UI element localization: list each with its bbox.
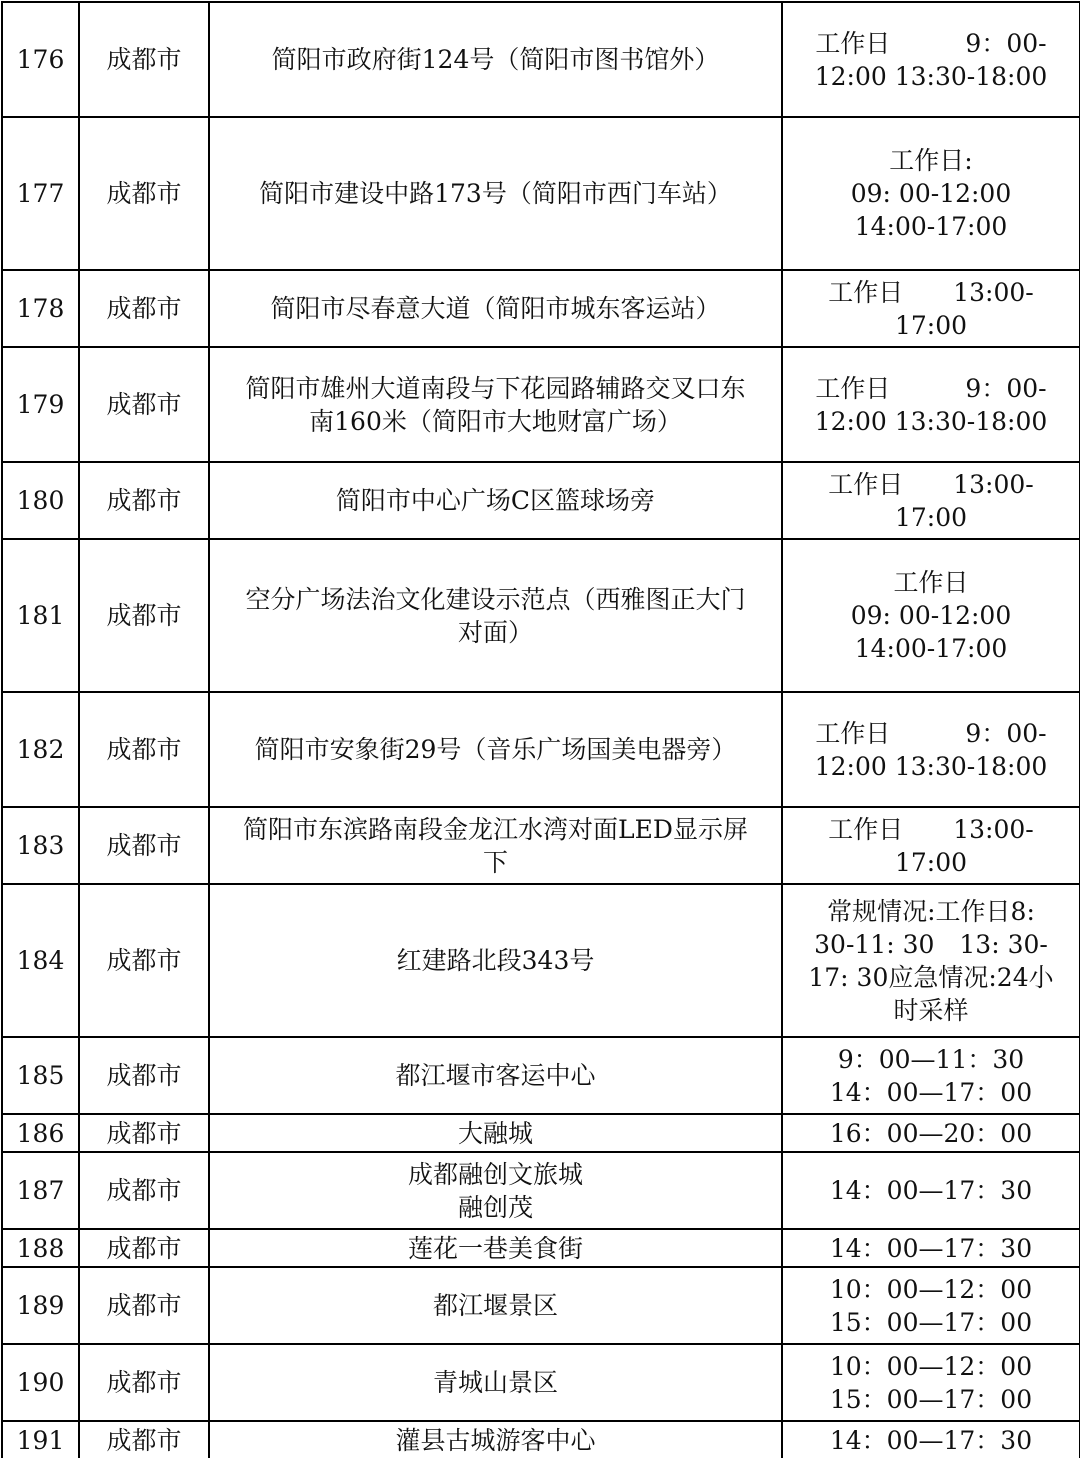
city-cell: 成都市 — [79, 1114, 209, 1152]
row-number: 186 — [2, 1114, 79, 1152]
hours-line: 14:00-17:00 — [854, 212, 1008, 241]
hours-line: 16：00—20：00 — [829, 1118, 1033, 1148]
row-number: 180 — [2, 462, 79, 539]
address-line: 融创茂 — [457, 1192, 533, 1222]
table-row — [2, 1229, 1080, 1267]
city-cell: 成都市 — [79, 2, 209, 117]
city-cell: 成都市 — [79, 692, 209, 807]
address-line: 简阳市政府街124号（简阳市图书馆外） — [271, 45, 720, 74]
table-row — [2, 1114, 1080, 1152]
address-cell — [209, 2, 782, 117]
address-line: 南160米（简阳市大地财富广场） — [309, 406, 682, 436]
row-number: 176 — [2, 2, 79, 117]
hours-line: 14：00—17：30 — [829, 1233, 1033, 1263]
row-number: 190 — [2, 1344, 79, 1421]
address-line: 简阳市东滨路南段金龙江水湾对面LED显示屏 — [243, 814, 748, 844]
address-cell — [209, 692, 782, 807]
hours-cell — [782, 1037, 1080, 1114]
hours-cell — [782, 1344, 1080, 1421]
address-line: 红建路北段343号 — [396, 946, 595, 975]
city-cell: 成都市 — [79, 117, 209, 270]
address-cell — [209, 1037, 782, 1114]
city-cell: 成都市 — [79, 1344, 209, 1421]
row-number: 191 — [2, 1421, 79, 1458]
hours-cell — [782, 692, 1080, 807]
address-line: 简阳市中心广场C区篮球场旁 — [335, 486, 656, 515]
table-row — [2, 462, 1080, 539]
sampling-sites-table — [1, 1, 1080, 1458]
table-row — [2, 692, 1080, 807]
row-number: 189 — [2, 1267, 79, 1344]
table-row — [2, 117, 1080, 270]
hours-cell — [782, 1152, 1080, 1229]
hours-line: 工作日 9：00- — [815, 718, 1047, 748]
row-number: 187 — [2, 1152, 79, 1229]
table-row — [2, 539, 1080, 692]
address-cell — [209, 807, 782, 884]
hours-line: 10：00—12：00 — [829, 1274, 1033, 1304]
hours-line: 15：00—17：00 — [829, 1307, 1033, 1337]
address-line: 对面） — [457, 617, 533, 647]
address-line: 简阳市安象街29号（音乐广场国美电器旁） — [254, 735, 737, 764]
table-row — [2, 1344, 1080, 1421]
city-cell: 成都市 — [79, 884, 209, 1037]
hours-line: 17:00 — [894, 502, 968, 532]
hours-line: 09: 00-12:00 — [850, 179, 1012, 208]
hours-line: 15：00—17：00 — [829, 1384, 1033, 1414]
address-cell — [209, 1152, 782, 1229]
table-body — [2, 2, 1080, 1458]
address-cell — [209, 347, 782, 462]
hours-line: 12:00 13:30-18:00 — [814, 61, 1048, 91]
city-cell: 成都市 — [79, 347, 209, 462]
table-row — [2, 1152, 1080, 1229]
hours-line: 工作日: — [889, 146, 973, 175]
row-number: 184 — [2, 884, 79, 1037]
row-number: 182 — [2, 692, 79, 807]
city-cell: 成都市 — [79, 1267, 209, 1344]
address-cell — [209, 1229, 782, 1267]
address-cell — [209, 462, 782, 539]
address-line: 简阳市尽春意大道（简阳市城东客运站） — [270, 294, 721, 323]
address-line: 成都融创文旅城 — [407, 1159, 583, 1189]
hours-line: 14:00-17:00 — [854, 634, 1008, 663]
hours-cell — [782, 117, 1080, 270]
hours-cell — [782, 270, 1080, 347]
table-row — [2, 1267, 1080, 1344]
hours-line: 10：00—12：00 — [829, 1351, 1033, 1381]
hours-cell — [782, 1114, 1080, 1152]
hours-line: 09: 00-12:00 — [850, 601, 1012, 630]
city-cell: 成都市 — [79, 807, 209, 884]
table-row — [2, 1421, 1080, 1458]
hours-line: 17:00 — [894, 847, 968, 877]
address-line: 简阳市建设中路173号（简阳市西门车站） — [259, 179, 732, 208]
address-line: 都江堰市客运中心 — [395, 1061, 596, 1090]
hours-line: 17:00 — [894, 310, 968, 340]
hours-line: 工作日 13:00- — [828, 814, 1034, 844]
row-number: 185 — [2, 1037, 79, 1114]
table-row — [2, 347, 1080, 462]
address-line: 都江堰景区 — [432, 1291, 558, 1320]
city-cell: 成都市 — [79, 539, 209, 692]
city-cell: 成都市 — [79, 1421, 209, 1458]
hours-line: 常规情况:工作日8: — [827, 896, 1035, 926]
city-cell: 成都市 — [79, 462, 209, 539]
address-cell — [209, 1114, 782, 1152]
table-row — [2, 807, 1080, 884]
row-number: 181 — [2, 539, 79, 692]
hours-line: 12:00 13:30-18:00 — [814, 751, 1048, 781]
hours-line: 12:00 13:30-18:00 — [814, 406, 1048, 436]
row-number: 178 — [2, 270, 79, 347]
hours-line: 时采样 — [893, 995, 969, 1025]
hours-line: 工作日 9：00- — [815, 28, 1047, 58]
address-line: 灌县古城游客中心 — [395, 1425, 596, 1455]
hours-line: 14：00—17：00 — [829, 1077, 1033, 1107]
hours-line: 工作日 — [893, 568, 969, 597]
hours-line: 工作日 9：00- — [815, 373, 1047, 403]
hours-cell — [782, 807, 1080, 884]
address-line: 莲花一巷美食街 — [407, 1233, 583, 1263]
hours-line: 9：00—11：30 — [837, 1044, 1025, 1074]
row-number: 188 — [2, 1229, 79, 1267]
hours-cell — [782, 347, 1080, 462]
row-number: 177 — [2, 117, 79, 270]
address-cell — [209, 539, 782, 692]
address-line: 下 — [482, 847, 508, 877]
hours-line: 30-11: 30 13: 30- — [814, 929, 1048, 959]
table-row — [2, 1037, 1080, 1114]
table-row — [2, 270, 1080, 347]
address-cell — [209, 1344, 782, 1421]
hours-line: 14：00—17：30 — [829, 1425, 1033, 1455]
hours-line: 14：00—17：30 — [829, 1176, 1033, 1205]
address-line: 简阳市雄州大道南段与下花园路辅路交叉口东 — [245, 373, 746, 403]
address-cell — [209, 270, 782, 347]
hours-cell — [782, 539, 1080, 692]
hours-cell — [782, 2, 1080, 117]
hours-line: 17: 30应急情况:24小 — [808, 962, 1054, 992]
table-row — [2, 2, 1080, 117]
hours-line: 工作日 13:00- — [828, 277, 1034, 307]
row-number: 183 — [2, 807, 79, 884]
hours-cell — [782, 884, 1080, 1037]
hours-cell — [782, 1421, 1080, 1458]
hours-line: 工作日 13:00- — [828, 469, 1034, 499]
table-row — [2, 884, 1080, 1037]
address-line: 空分广场法治文化建设示范点（西雅图正大门 — [245, 584, 746, 614]
address-line: 大融城 — [457, 1118, 533, 1148]
row-number: 179 — [2, 347, 79, 462]
city-cell: 成都市 — [79, 270, 209, 347]
city-cell: 成都市 — [79, 1037, 209, 1114]
hours-cell — [782, 1267, 1080, 1344]
address-cell — [209, 1267, 782, 1344]
address-cell — [209, 1421, 782, 1458]
address-line: 青城山景区 — [432, 1368, 558, 1397]
hours-cell — [782, 1229, 1080, 1267]
city-cell: 成都市 — [79, 1152, 209, 1229]
city-cell: 成都市 — [79, 1229, 209, 1267]
address-cell — [209, 884, 782, 1037]
hours-cell — [782, 462, 1080, 539]
address-cell — [209, 117, 782, 270]
